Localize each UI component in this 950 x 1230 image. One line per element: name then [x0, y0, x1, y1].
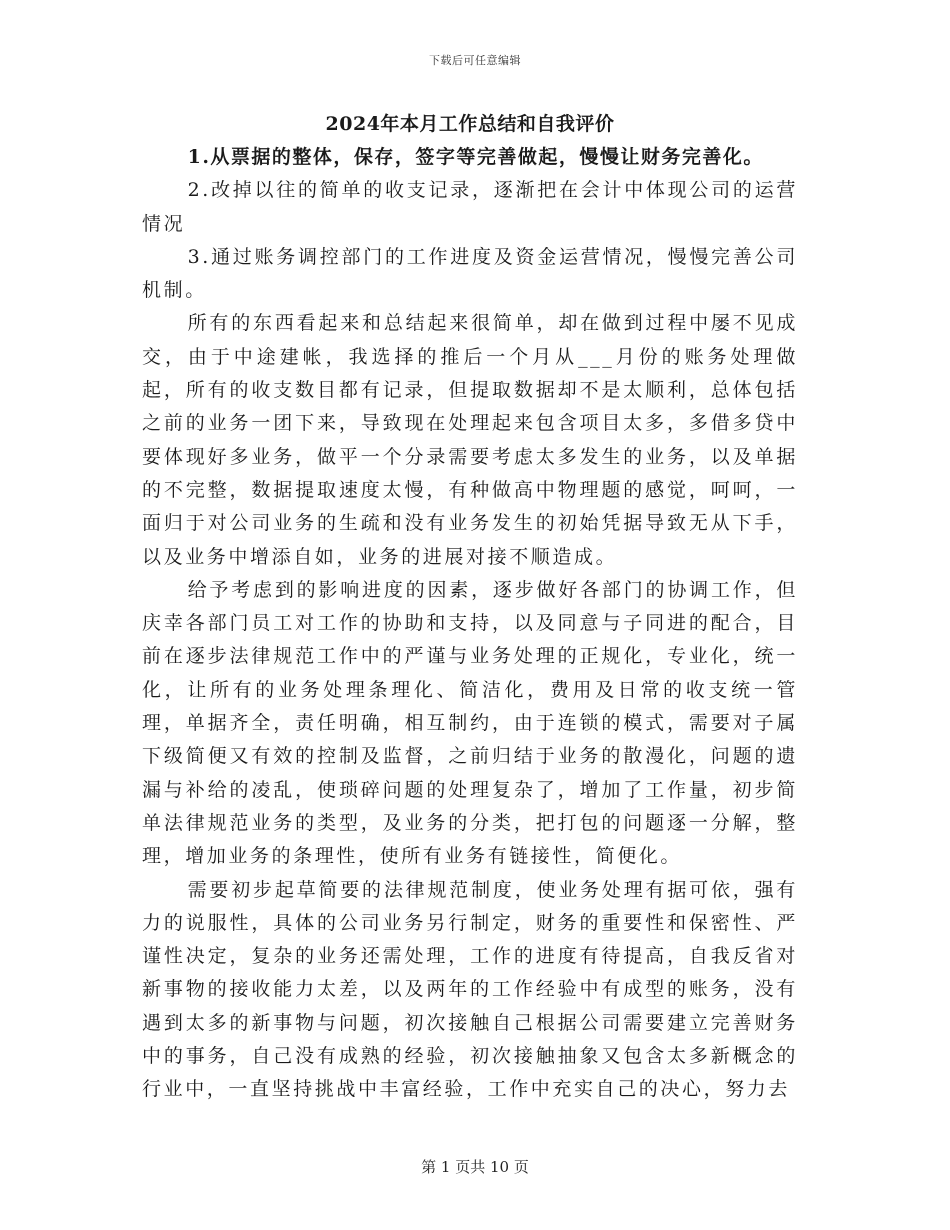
paragraph-2: 2.改掉以往的简单的收支记录，逐渐把在会计中体现公司的运营情况 — [142, 179, 798, 235]
paragraph-5: 给予考虑到的影响进度的因素，逐步做好各部门的协调工作，但庆幸各部门员工对工作的协助和支持，以及同意与子同进的配合，目前在逐步法律规范工作中的严谨与业务处理的正规化，专业化，统一化，让所有的业务处理条理化、简洁化，费用及日常的收支统一管理，单据齐全，责任明确，相互制约，由于连锁的模式，需要对子属下级简便又有效的控制及监督，之前归结于业务的散漫化，问题的遗漏与补给的凌乱，使琐碎问题的处理复杂了，增加了工作量，初步简单法律规范业务的类型，及业务的分类，把打包的问题逐一分解，整理，增加业务的条理性，使所有业务有链接性，简便化。 — [142, 578, 798, 868]
page-footer: 第 1 页共 10 页 — [421, 1158, 529, 1176]
paragraph-4: 所有的东西看起来和总结起来很简单，却在做到过程中屡不见成交，由于中途建帐，我选择的推后一个月从___月份的账务处理做起，所有的收支数目都有记录，但提取数据却不是太顺利，总体包括之前的业务一团下来，导致现在处理起来包含项目太多，多借多贷中要体现好多业务，做平一个分录需要考虑太多发生的业务，以及单据的不完整，数据提取速度太慢，有种做高中物理题的感觉，呵呵，一面归于对公司业务的生疏和没有业务发生的初始凭据导致无从下手，以及业务中增添自如，业务的进展对接不顺造成。 — [142, 312, 798, 568]
document-title: 2024年本月工作总结和自我评价 — [325, 113, 615, 135]
paragraph-6: 需要初步起草简要的法律规范制度，使业务处理有据可依，强有力的说服性，具体的公司业务另行制定，财务的重要性和保密性、严谨性决定，复杂的业务还需处理，工作的进度有待提高，自我反省对新事物的接收能力太差，以及两年的工作经验中有成型的账务，没有遇到太多的新事物与问题，初次接触自己根据公司需要建立完善财务中的事务，自己没有成熟的经验，初次接触抽象又包含太多新概念的行业中，一直坚持挑战中丰富经验，工作中充实自己的决心，努力去 — [142, 878, 798, 1101]
document-body — [142, 108, 798, 1107]
page-header: 下载后可任意编辑 — [429, 54, 521, 67]
paragraph-3: 3.通过账务调控部门的工作进度及资金运营情况，慢慢完善公司机制。 — [142, 245, 798, 302]
paragraph-1: 1.从票据的整体，保存，签字等完善做起，慢慢让财务完善化。 — [187, 146, 764, 168]
